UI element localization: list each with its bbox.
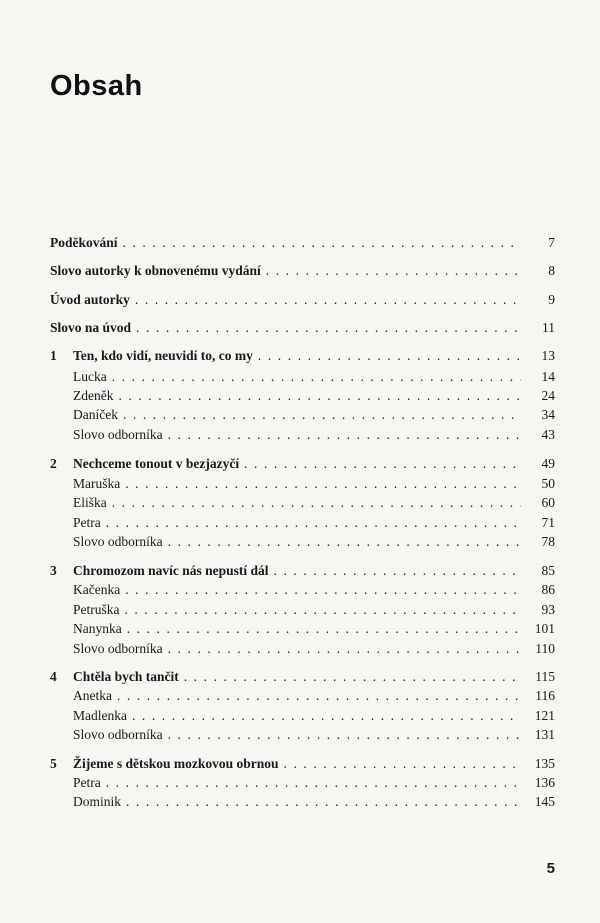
- chapter-number: 3: [50, 563, 57, 578]
- toc-entry-page: 93: [541, 602, 555, 617]
- toc-subentry: [73, 640, 555, 658]
- toc-subentry: [73, 406, 555, 424]
- toc-subentry: [73, 726, 555, 744]
- toc-subentry: [73, 581, 555, 599]
- toc-entry-title: Slovo odborníka . . .: [73, 533, 521, 551]
- toc-entry-page: 24: [541, 388, 555, 403]
- toc-entry-page: 49: [541, 456, 555, 471]
- toc-chapter: [50, 668, 555, 686]
- toc-entry-page: 78: [541, 534, 555, 549]
- toc-entry-page: 136: [534, 775, 555, 790]
- page-title: Obsah: [50, 70, 143, 102]
- toc-entry-title: Dominik . . .: [73, 793, 521, 811]
- toc-entry: [50, 234, 555, 252]
- toc-subentry: [73, 793, 555, 811]
- toc-entry-title: Ten, kdo vidí, neuvidí to, co my . . .: [73, 347, 521, 365]
- toc-entry-title: Petra . . .: [73, 774, 521, 792]
- toc-entry-title: Nanynka . . .: [73, 620, 521, 638]
- toc-entry: [50, 319, 555, 337]
- toc-subentry: [73, 620, 555, 638]
- toc-subentry: [73, 533, 555, 551]
- toc-subentry: [73, 387, 555, 405]
- chapter-number: 5: [50, 756, 57, 771]
- toc-entry-page: 34: [541, 407, 555, 422]
- toc-chapter: [50, 755, 555, 773]
- toc-entry-title: Lucka . . .: [73, 368, 521, 386]
- toc-entry-page: 7: [548, 235, 555, 250]
- page-number: 5: [546, 860, 555, 877]
- toc-entry-title: Petruška . . .: [73, 601, 521, 619]
- toc-entry-page: 115: [535, 669, 555, 684]
- toc-subentry: [73, 494, 555, 512]
- toc-entry-page: 101: [534, 621, 555, 636]
- toc-entry-page: 145: [534, 794, 555, 809]
- toc-entry-title: Slovo autorky k obnovenému vydání . . .: [50, 262, 521, 280]
- chapter-number: 4: [50, 669, 57, 684]
- toc-entry-page: 60: [541, 495, 555, 510]
- toc-entry-page: 13: [541, 348, 555, 363]
- toc-entry-page: 121: [534, 708, 555, 723]
- toc-entry-page: 131: [534, 727, 555, 742]
- toc-chapter: [50, 562, 555, 580]
- toc-chapter: [50, 347, 555, 365]
- toc-entry-title: Madlenka . . .: [73, 707, 521, 725]
- toc-entry-page: 116: [535, 688, 555, 703]
- toc-entry-title: Žijeme s dětskou mozkovou obrnou . . .: [73, 755, 521, 773]
- toc-entry-title: Maruška . . .: [73, 475, 521, 493]
- toc-entry-page: 9: [548, 292, 555, 307]
- toc-entry-title: Eliška . . .: [73, 494, 521, 512]
- toc-entry-page: 135: [534, 756, 555, 771]
- toc-entry-page: 86: [541, 582, 555, 597]
- toc-entry-title: Chromozom navíc nás nepustí dál . . .: [73, 562, 521, 580]
- toc-entry-title: Úvod autorky . . .: [50, 291, 521, 309]
- toc-subentry: [73, 475, 555, 493]
- toc-entry-page: 14: [541, 369, 555, 384]
- toc-entry-title: Slovo odborníka . . .: [73, 426, 521, 444]
- toc-entry-title: Slovo na úvod . . .: [50, 319, 521, 337]
- toc-entry-title: Slovo odborníka . . .: [73, 726, 521, 744]
- toc-entry-page: 43: [541, 427, 555, 442]
- toc-entry-title: Kačenka . . .: [73, 581, 521, 599]
- toc-entry-page: 110: [535, 641, 555, 656]
- toc-entry-page: 50: [541, 476, 555, 491]
- toc-entry: [50, 291, 555, 309]
- toc-subentry: [73, 707, 555, 725]
- toc-chapter: [50, 455, 555, 473]
- toc-entry-page: 71: [541, 515, 555, 530]
- chapter-number: 2: [50, 456, 57, 471]
- toc-subentry: [73, 368, 555, 386]
- toc-subentry: [73, 601, 555, 619]
- toc-entry-title: Petra . . .: [73, 514, 521, 532]
- toc-subentry: [73, 514, 555, 532]
- toc-entry-title: Zdeněk . . .: [73, 387, 521, 405]
- chapter-number: 1: [50, 348, 57, 363]
- toc-entry-title: Chtěla bych tančit . . .: [73, 668, 521, 686]
- toc-entry-title: Daníček . . .: [73, 406, 521, 424]
- toc-entry-title: Anetka . . .: [73, 687, 521, 705]
- toc-entry-title: Nechceme tonout v bezjazyčí . . .: [73, 455, 521, 473]
- toc-entry-page: 11: [542, 320, 555, 335]
- toc-subentry: [73, 774, 555, 792]
- toc-subentry: [73, 687, 555, 705]
- toc-subentry: [73, 426, 555, 444]
- toc-entry-title: Poděkování . . .: [50, 234, 521, 252]
- toc-entry: [50, 262, 555, 280]
- toc-entry-page: 8: [548, 263, 555, 278]
- toc-entry-page: 85: [541, 563, 555, 578]
- toc-entry-title: Slovo odborníka . . .: [73, 640, 521, 658]
